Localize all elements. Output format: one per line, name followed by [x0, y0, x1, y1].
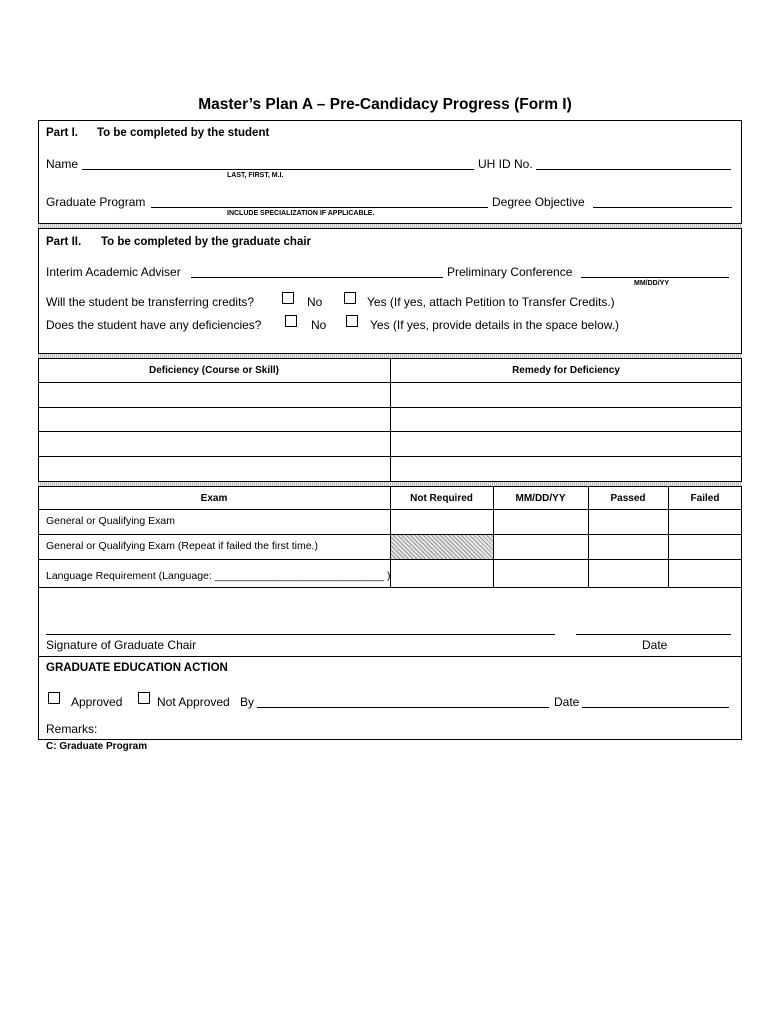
table-rule: [38, 587, 742, 588]
exam-row-label: General or Qualifying Exam: [46, 515, 175, 527]
adviser-label: Interim Academic Adviser: [46, 265, 181, 279]
uhid-field[interactable]: [536, 169, 731, 170]
degree-label: Degree Objective: [492, 195, 585, 209]
chair-date-field[interactable]: [576, 634, 731, 635]
exam-row-label: Language Requirement (Language: _____________________________ ): [46, 570, 391, 582]
transfer-no-label: No: [307, 295, 323, 309]
remarks-label: Remarks:: [46, 722, 98, 736]
degree-field[interactable]: [593, 207, 732, 208]
deficiency-yes-label: Yes (If yes, provide details in the space below.): [370, 318, 620, 332]
program-field[interactable]: [151, 207, 488, 208]
not-approved-label: Not Approved: [157, 695, 230, 709]
name-hint: LAST, FIRST, M.I.: [227, 172, 284, 179]
exam-header: Exam: [200, 493, 228, 504]
part2-heading: To be completed by the graduate chair: [101, 236, 312, 248]
passed-header: Passed: [610, 493, 646, 504]
by-label: By: [240, 695, 255, 709]
not-approved-checkbox[interactable]: [138, 692, 150, 704]
shaded-cell: [391, 535, 493, 559]
table-rule: [38, 509, 742, 510]
conference-field[interactable]: [581, 277, 729, 278]
approved-checkbox[interactable]: [48, 692, 60, 704]
uhid-label: UH ID No.: [478, 157, 533, 171]
conference-label: Preliminary Conference: [447, 265, 573, 279]
conference-date-hint: MM/DD/YY: [634, 280, 669, 287]
part1-heading: To be completed by the student: [97, 127, 270, 139]
table-rule: [38, 559, 742, 560]
deficiency-question: Does the student have any deficiencies?: [46, 318, 262, 332]
form-title: Master’s Plan A – Pre-Candidacy Progress (Form I): [198, 96, 572, 113]
deficiency-no-checkbox[interactable]: [285, 315, 297, 327]
action-date-label: Date: [554, 695, 580, 709]
section-rule: [38, 656, 742, 657]
table-rule: [38, 534, 742, 535]
section-divider: [38, 223, 742, 229]
name-label: Name: [46, 157, 79, 171]
adviser-field[interactable]: [191, 277, 443, 278]
remedy-header: Remedy for Deficiency: [512, 365, 620, 376]
approved-label: Approved: [71, 695, 123, 709]
name-field[interactable]: [82, 169, 474, 170]
by-field[interactable]: [257, 707, 549, 708]
transfer-question: Will the student be transferring credits?: [46, 295, 255, 309]
grad-action-heading: GRADUATE EDUCATION ACTION: [46, 662, 228, 674]
deficiency-yes-checkbox[interactable]: [346, 315, 358, 327]
part1-label: Part I.: [46, 127, 78, 139]
deficiency-header: Deficiency (Course or Skill): [148, 365, 280, 376]
exam-row-label: General or Qualifying Exam (Repeat if failed the first time.): [46, 540, 318, 552]
action-date-field[interactable]: [582, 707, 729, 708]
part2-label: Part II.: [46, 236, 82, 248]
chair-signature-label: Signature of Graduate Chair: [46, 638, 197, 652]
remedy-cells[interactable]: [391, 383, 741, 481]
program-label: Graduate Program: [46, 195, 146, 209]
transfer-yes-checkbox[interactable]: [344, 292, 356, 304]
date-header: MM/DD/YY: [515, 493, 566, 504]
chair-signature-field[interactable]: [46, 634, 555, 635]
deficiency-no-label: No: [311, 318, 327, 332]
transfer-yes-label: Yes (If yes, attach Petition to Transfer Credits.): [367, 295, 615, 309]
failed-header: Failed: [690, 493, 720, 504]
transfer-no-checkbox[interactable]: [282, 292, 294, 304]
footer-note: C: Graduate Program: [46, 741, 148, 752]
chair-date-label: Date: [642, 638, 668, 652]
not-required-header: Not Required: [410, 493, 473, 504]
deficiency-cells[interactable]: [39, 383, 389, 481]
program-hint: INCLUDE SPECIALIZATION IF APPLICABLE.: [227, 210, 375, 217]
